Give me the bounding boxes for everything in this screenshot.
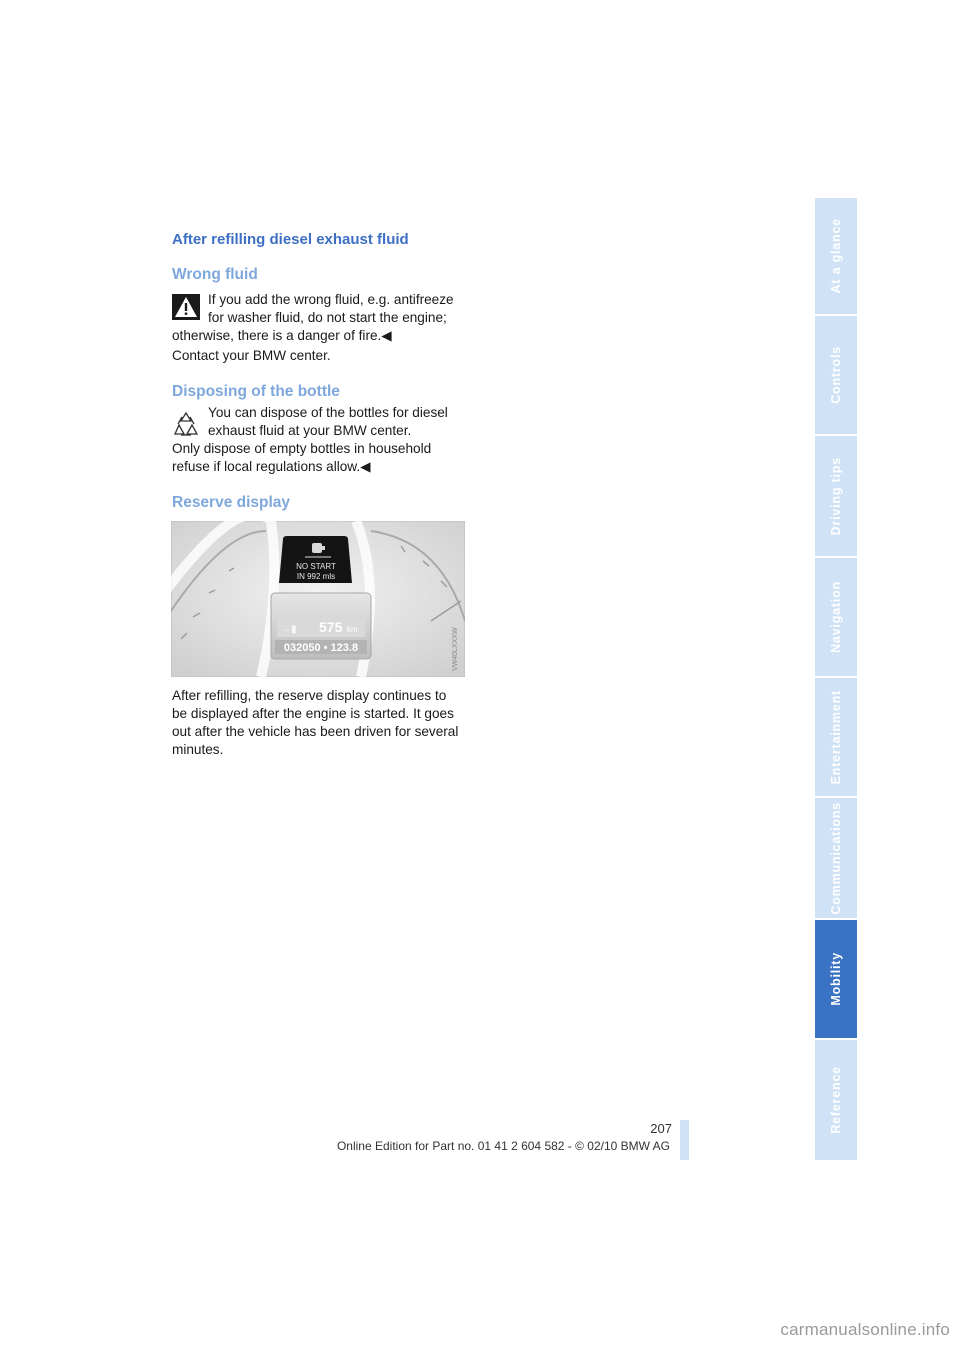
side-tab-label: Communications (829, 801, 843, 915)
reserve-paragraph (172, 687, 472, 759)
side-tab-label: Navigation (829, 581, 843, 653)
section-title: After refilling diesel exhaust fluid (172, 231, 409, 248)
reserve-line-2: be displayed after the engine is started. It goes (172, 706, 454, 721)
disposing-heading: Disposing of the bottle (172, 383, 340, 400)
warning-line-1: If you add the wrong fluid, e.g. antifreeze (208, 292, 454, 307)
fuel-arrow-icon: →▮ (281, 624, 297, 635)
range-unit: km (347, 625, 358, 634)
contact-text: Contact your BMW center. (172, 348, 331, 363)
warning-line-3: otherwise, there is a danger of fire.◀ (172, 328, 392, 343)
wrong-fluid-heading: Wrong fluid (172, 266, 258, 283)
reserve-display-image (171, 521, 465, 677)
reserve-line-3: out after the vehicle has been driven for several (172, 724, 459, 739)
odometer-text: 032050 • 123.8 (283, 642, 359, 654)
reserve-heading: Reserve display (172, 494, 291, 511)
side-tab-label: At a glance (829, 218, 843, 294)
side-tab-entertainment[interactable] (815, 678, 857, 798)
side-tab-mobility[interactable] (815, 920, 857, 1040)
wrong-fluid-warning (172, 291, 472, 345)
dispose-line-3: Only dispose of empty bottles in household (172, 441, 432, 456)
side-tab-label: Driving tips (829, 456, 843, 536)
watermark: carmanualsonline.info (780, 1320, 950, 1339)
reserve-line-1: After refilling, the reserve display continues to (172, 688, 447, 703)
side-tab-navigation[interactable] (815, 558, 857, 678)
disposing-text (172, 404, 472, 476)
side-tab-reference[interactable] (815, 1040, 857, 1162)
side-tab-at-a-glance[interactable] (815, 198, 857, 316)
display-text-line-2: IN 992 mls (296, 572, 336, 581)
side-tab-communications[interactable] (815, 798, 857, 920)
side-tab-driving-tips[interactable] (815, 436, 857, 558)
reserve-line-4: minutes. (172, 742, 224, 757)
side-tab-label: Controls (829, 346, 843, 404)
side-tab-label: Entertainment (829, 689, 843, 785)
dispose-line-1: You can dispose of the bottles for diesel (208, 405, 448, 420)
page-marker-bar (680, 1120, 689, 1160)
side-tab-label: Mobility (829, 952, 843, 1006)
display-text-line-1: NO START (296, 562, 336, 571)
footer-edition-text: Online Edition for Part no. 01 41 2 604 582 - © 02/10 BMW AG (336, 1139, 670, 1153)
dispose-line-4: refuse if local regulations allow.◀ (172, 459, 371, 474)
side-tab-label: Reference (829, 1066, 843, 1134)
range-value: 575 (319, 619, 343, 635)
image-code: VW40LXXXW (452, 627, 459, 671)
warning-line-2: for washer fluid, do not start the engine; (208, 310, 447, 325)
dispose-line-2: exhaust fluid at your BMW center. (208, 423, 412, 438)
side-tab-controls[interactable] (815, 316, 857, 436)
page-number: 207 (650, 1121, 672, 1136)
